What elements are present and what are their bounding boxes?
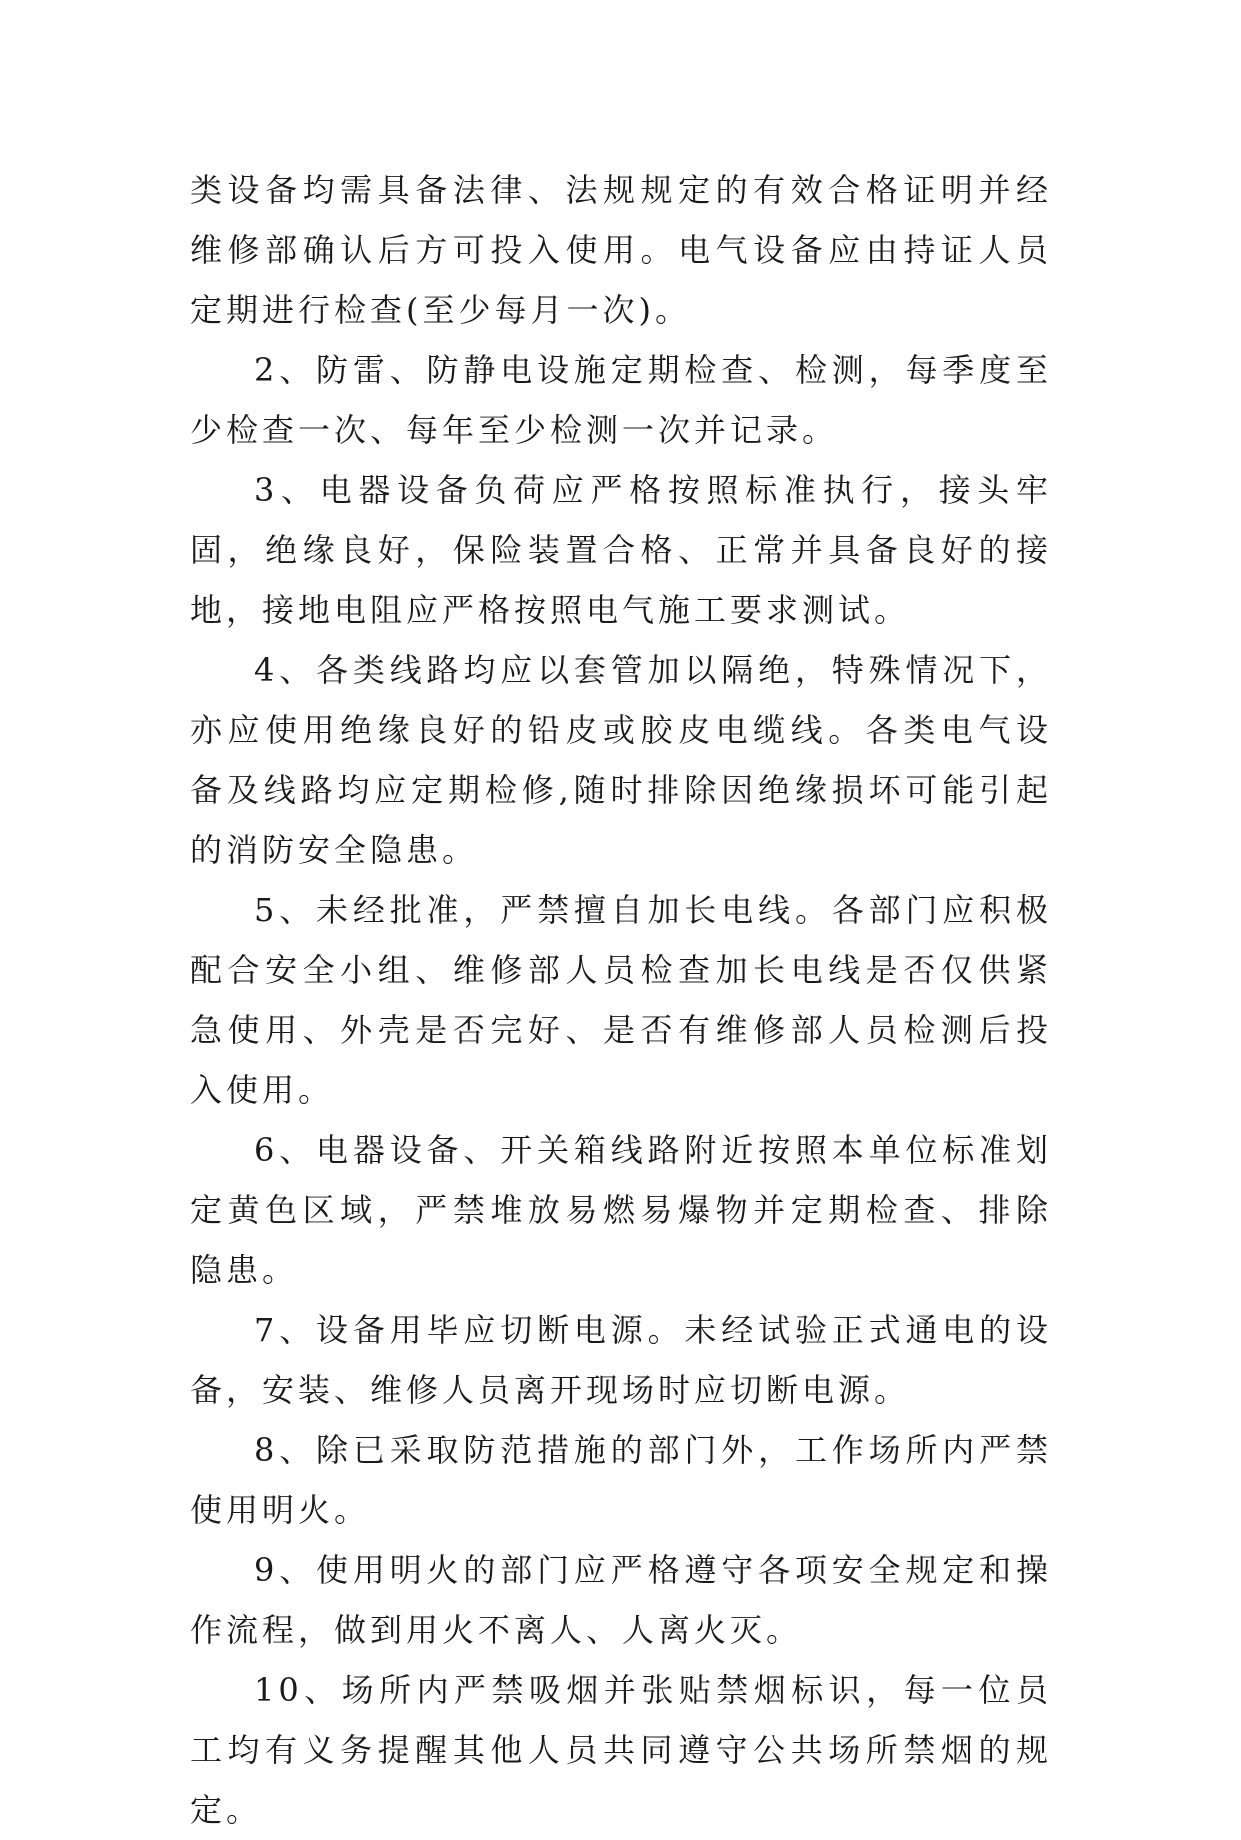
paragraph-item-5: 5、未经批准，严禁擅自加长电线。各部门应积极配合安全小组、维修部人员检查加长电线是否仅供紧急使用、外壳是否完好、是否有维修部人员检测后投入使用。 (190, 891, 1052, 1109)
paragraph-item-4: 4、各类线路均应以套管加以隔绝，特殊情况下，亦应使用绝缘良好的铅皮或胶皮电缆线。各类电气设备及线路均应定期检修,随时排除因绝缘损坏可能引起的消防安全隐患。 (190, 651, 1052, 869)
paragraph-item-7: 7、设备用毕应切断电源。未经试验正式通电的设备，安装、维修人员离开现场时应切断电源。 (190, 1311, 1052, 1409)
document-body (190, 160, 1052, 1840)
paragraph-item-10: 10、场所内严禁吸烟并张贴禁烟标识，每一位员工均有义务提醒其他人员共同遵守公共场所禁烟的规定。 (190, 1671, 1052, 1829)
paragraph-item-6: 6、电器设备、开关箱线路附近按照本单位标准划定黄色区域，严禁堆放易燃易爆物并定期检查、排除隐患。 (190, 1131, 1052, 1289)
paragraph-item-9: 9、使用明火的部门应严格遵守各项安全规定和操作流程，做到用火不离人、人离火灭。 (190, 1551, 1052, 1649)
paragraph-continued: 类设备均需具备法律、法规规定的有效合格证明并经维修部确认后方可投入使用。电气设备应由持证人员定期进行检查(至少每月一次)。 (190, 171, 1052, 329)
paragraph-item-3: 3、电器设备负荷应严格按照标准执行，接头牢固，绝缘良好，保险装置合格、正常并具备良好的接地，接地电阻应严格按照电气施工要求测试。 (190, 471, 1052, 629)
paragraph-item-2: 2、防雷、防静电设施定期检查、检测，每季度至少检查一次、每年至少检测一次并记录。 (190, 351, 1052, 449)
paragraph-item-8: 8、除已采取防范措施的部门外，工作场所内严禁使用明火。 (190, 1431, 1052, 1529)
